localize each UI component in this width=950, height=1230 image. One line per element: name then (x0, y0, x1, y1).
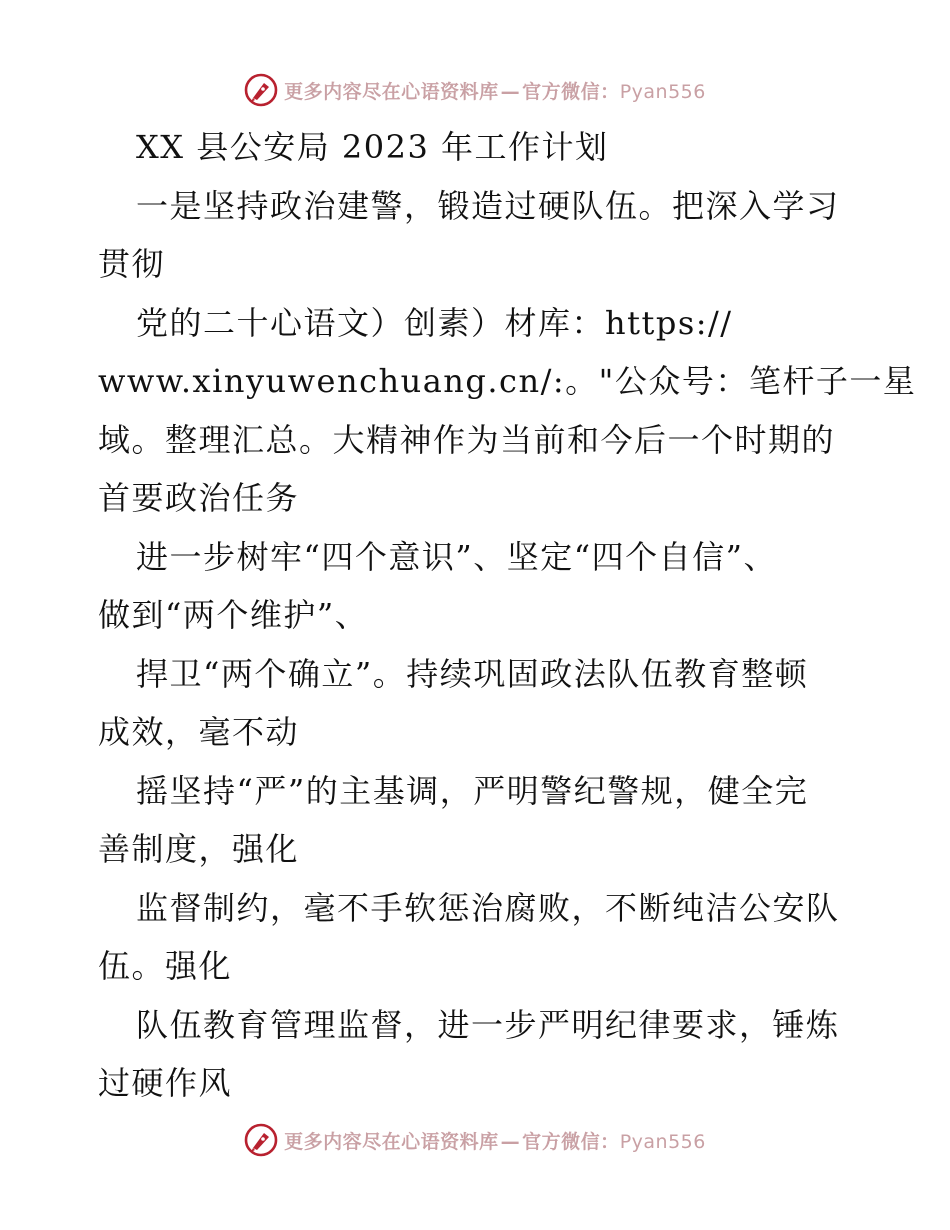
paragraph-line: 成效，毫不动 (98, 713, 300, 751)
pen-nib-logo-icon (244, 73, 278, 107)
pen-nib-logo-icon (244, 1123, 278, 1157)
banner-main: 更多内容尽在心语资料库 (284, 80, 499, 103)
banner-sub: 官方微信： (522, 80, 620, 103)
paragraph-line: 过硬作风 (98, 1064, 233, 1102)
banner-dash: — (500, 1130, 521, 1153)
paragraph-line: 监督制约，毫不手软惩治腐败，不断纯洁公安队 (136, 888, 840, 927)
paragraph-line: 党的二十心语文）创素）材库：https:// (136, 303, 733, 342)
header-banner (0, 70, 950, 110)
paragraph-line: 一是坚持政治建警，锻造过硬队伍。把深入学习 (136, 186, 840, 225)
banner-text (284, 1127, 706, 1154)
banner-text (284, 77, 706, 104)
paragraph-line: 贯彻 (98, 245, 166, 283)
paragraph-line: 善制度，强化 (98, 830, 300, 868)
paragraph-line: 做到“两个维护”、 (98, 596, 369, 634)
banner-sub: 官方微信： (522, 1130, 620, 1153)
document-title: XX 县公安局 2023 年工作计划 (136, 128, 609, 166)
paragraph-line: 进一步树牢“四个意识”、坚定“四个自信”、 (136, 537, 777, 576)
document-body (98, 118, 917, 1113)
banner-handle: Pyan556 (619, 1130, 706, 1153)
paragraph-line: 摇坚持“严”的主基调，严明警纪警规，健全完 (136, 771, 809, 810)
footer-banner (0, 1120, 950, 1160)
banner-dash: — (500, 80, 521, 103)
banner-main: 更多内容尽在心语资料库 (284, 1130, 499, 1153)
paragraph-line: 域。整理汇总。大精神作为当前和今后一个时期的 (98, 420, 836, 459)
paragraph-line: 队伍教育管理监督，进一步严明纪律要求，锤炼 (136, 1005, 840, 1044)
paragraph-line: 伍。强化 (98, 947, 233, 985)
paragraph-line: 捍卫“两个确立”。持续巩固政法队伍教育整顿 (136, 654, 809, 693)
paragraph-line: www.xinyuwenchuang.cn/:。"公众号：笔杆子一星 (98, 362, 917, 400)
banner-handle: Pyan556 (619, 80, 706, 103)
paragraph-line: 首要政治任务 (98, 479, 300, 517)
